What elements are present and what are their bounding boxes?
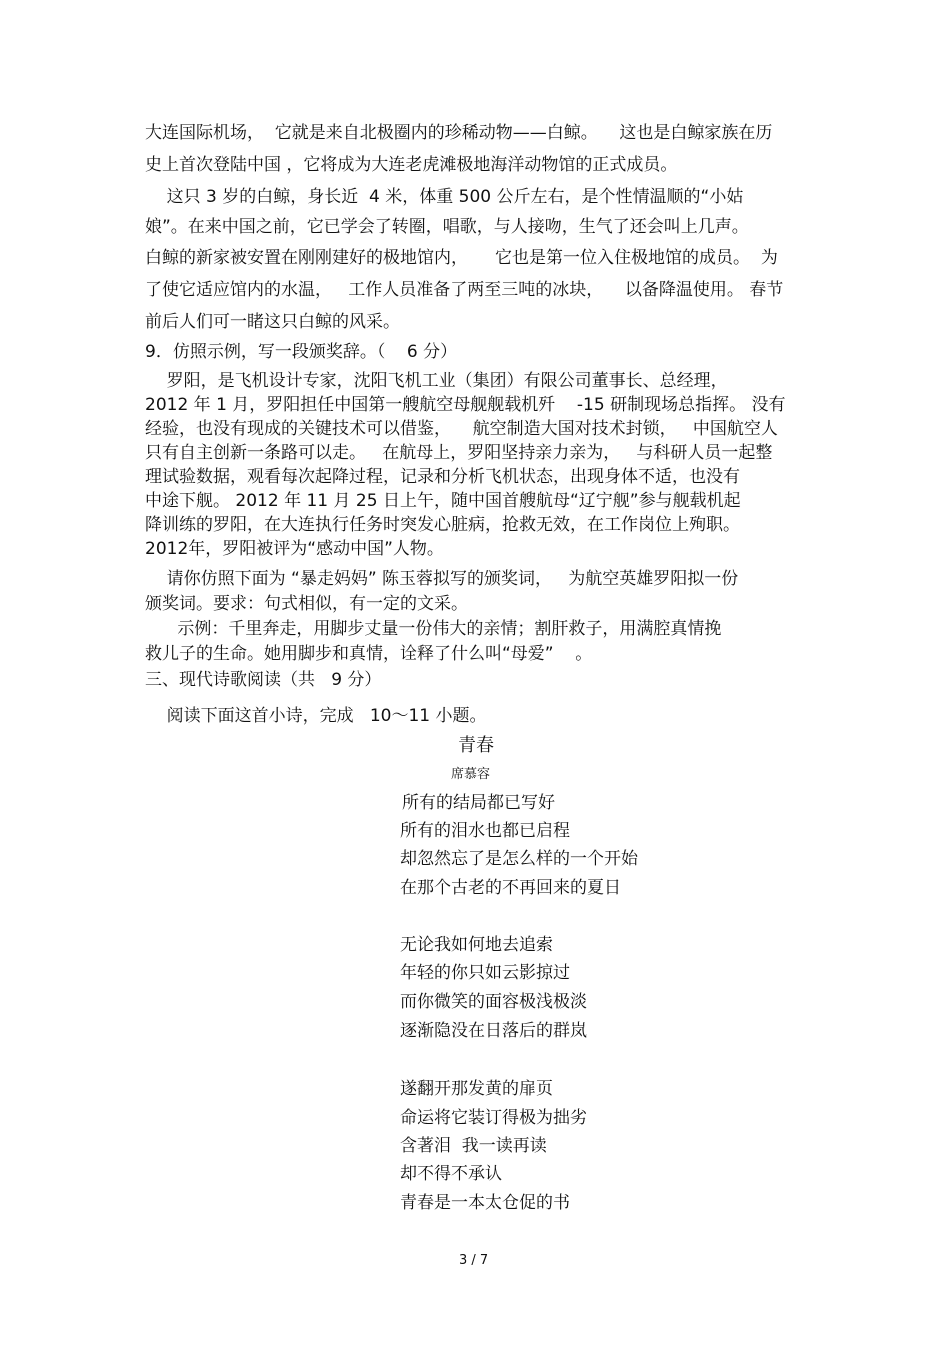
passage-line: 前后人们可一睹这只白鲸的风采。 bbox=[145, 312, 400, 332]
poem-line: 遂翻开那发黄的扉页 bbox=[400, 1079, 553, 1099]
passage-line: 这只 3 岁的白鲸，身长近 4 米，体重 500 公斤左右，是个性情温顺的“小姑 bbox=[145, 187, 744, 207]
poem-line: 所有的结局都已写好 bbox=[402, 793, 555, 813]
question-9-material-line: 2012 年 1 月，罗阳担任中国第一艘航空母舰舰载机歼 -15 研制现场总指挥。 没有 bbox=[145, 395, 786, 415]
page-number: 3 / 7 bbox=[459, 1253, 489, 1268]
passage-line: 了使它适应馆内的水温， 工作人员准备了两至三吨的冰块， 以备降温使用。 春节 bbox=[145, 280, 784, 300]
question-9-example-line: 示例：千里奔走，用脚步丈量一份伟大的亲情；割肝救子，用满腔真情挽 bbox=[145, 619, 722, 639]
poem-line: 在那个古老的不再回来的夏日 bbox=[400, 878, 621, 898]
question-9-material-line: 罗阳，是飞机设计专家，沈阳飞机工业（集团）有限公司董事长、总经理， bbox=[145, 371, 728, 391]
passage-line: 史上首次登陆中国 ，它将成为大连老虎滩极地海洋动物馆的正式成员。 bbox=[145, 155, 678, 175]
question-9-material-line: 经验，也没有现成的关键技术可以借鉴， 航空制造大国对技术封锁， 中国航空人 bbox=[145, 419, 778, 439]
section-3-prompt: 阅读下面这首小诗，完成 10～11 小题。 bbox=[145, 706, 487, 726]
poem-line: 却不得不承认 bbox=[400, 1164, 502, 1184]
poem-line: 命运将它装订得极为拙劣 bbox=[400, 1108, 587, 1128]
question-9-instruction-line: 请你仿照下面为 “暴走妈妈” 陈玉蓉拟写的颁奖词， 为航空英雄罗阳拟一份 bbox=[145, 569, 739, 589]
poem-line: 青春是一本太仓促的书 bbox=[400, 1193, 570, 1213]
poem-line: 含著泪 我一读再读 bbox=[400, 1136, 547, 1156]
poem-line: 而你微笑的面容极浅极淡 bbox=[400, 992, 587, 1012]
question-9-instruction-line: 颁奖词。要求：句式相似，有一定的文采。 bbox=[145, 594, 468, 614]
poem-line: 逐渐隐没在日落后的群岚 bbox=[400, 1021, 587, 1041]
section-3-heading: 三、现代诗歌阅读（共 9 分） bbox=[145, 670, 382, 690]
poem-line: 无论我如何地去追索 bbox=[400, 935, 553, 955]
passage-line: 白鲸的新家被安置在刚刚建好的极地馆内， 它也是第一位入住极地馆的成员。 为 bbox=[145, 248, 778, 268]
poem-line: 却忽然忘了是怎么样的一个开始 bbox=[400, 849, 638, 869]
passage-line: 大连国际机场， 它就是来自北极圈内的珍稀动物——白鲸。 这也是白鲸家族在历 bbox=[145, 123, 773, 143]
question-9-heading: 9．仿照示例，写一段颁奖辞。（ 6 分） bbox=[145, 342, 458, 362]
question-9-example-line: 救儿子的生命。她用脚步和真情，诠释了什么叫“母爱” 。 bbox=[145, 644, 593, 664]
poem-title: 青春 bbox=[458, 735, 494, 756]
passage-line: 娘”。在来中国之前，它已学会了转圈，唱歌，与人接吻，生气了还会叫上几声。 bbox=[145, 217, 749, 237]
question-9-material-line: 中途下舰。 2012 年 11 月 25 日上午，随中国首艘航母“辽宁舰”参与舰载机起 bbox=[145, 491, 741, 511]
poem-line: 年轻的你只如云影掠过 bbox=[400, 963, 570, 983]
question-9-material-line: 2012年，罗阳被评为“感动中国”人物。 bbox=[145, 539, 444, 559]
poem-line: 所有的泪水也都已启程 bbox=[400, 821, 570, 841]
question-9-material-line: 只有自主创新一条路可以走。 在航母上，罗阳坚持亲力亲为， 与科研人员一起整 bbox=[145, 443, 773, 463]
question-9-material-line: 理试验数据，观看每次起降过程，记录和分析飞机状态，出现身体不适，也没有 bbox=[145, 467, 740, 487]
question-9-material-line: 降训练的罗阳，在大连执行任务时突发心脏病，抢救无效，在工作岗位上殉职。 bbox=[145, 515, 740, 535]
poem-author: 席慕容 bbox=[451, 767, 491, 782]
